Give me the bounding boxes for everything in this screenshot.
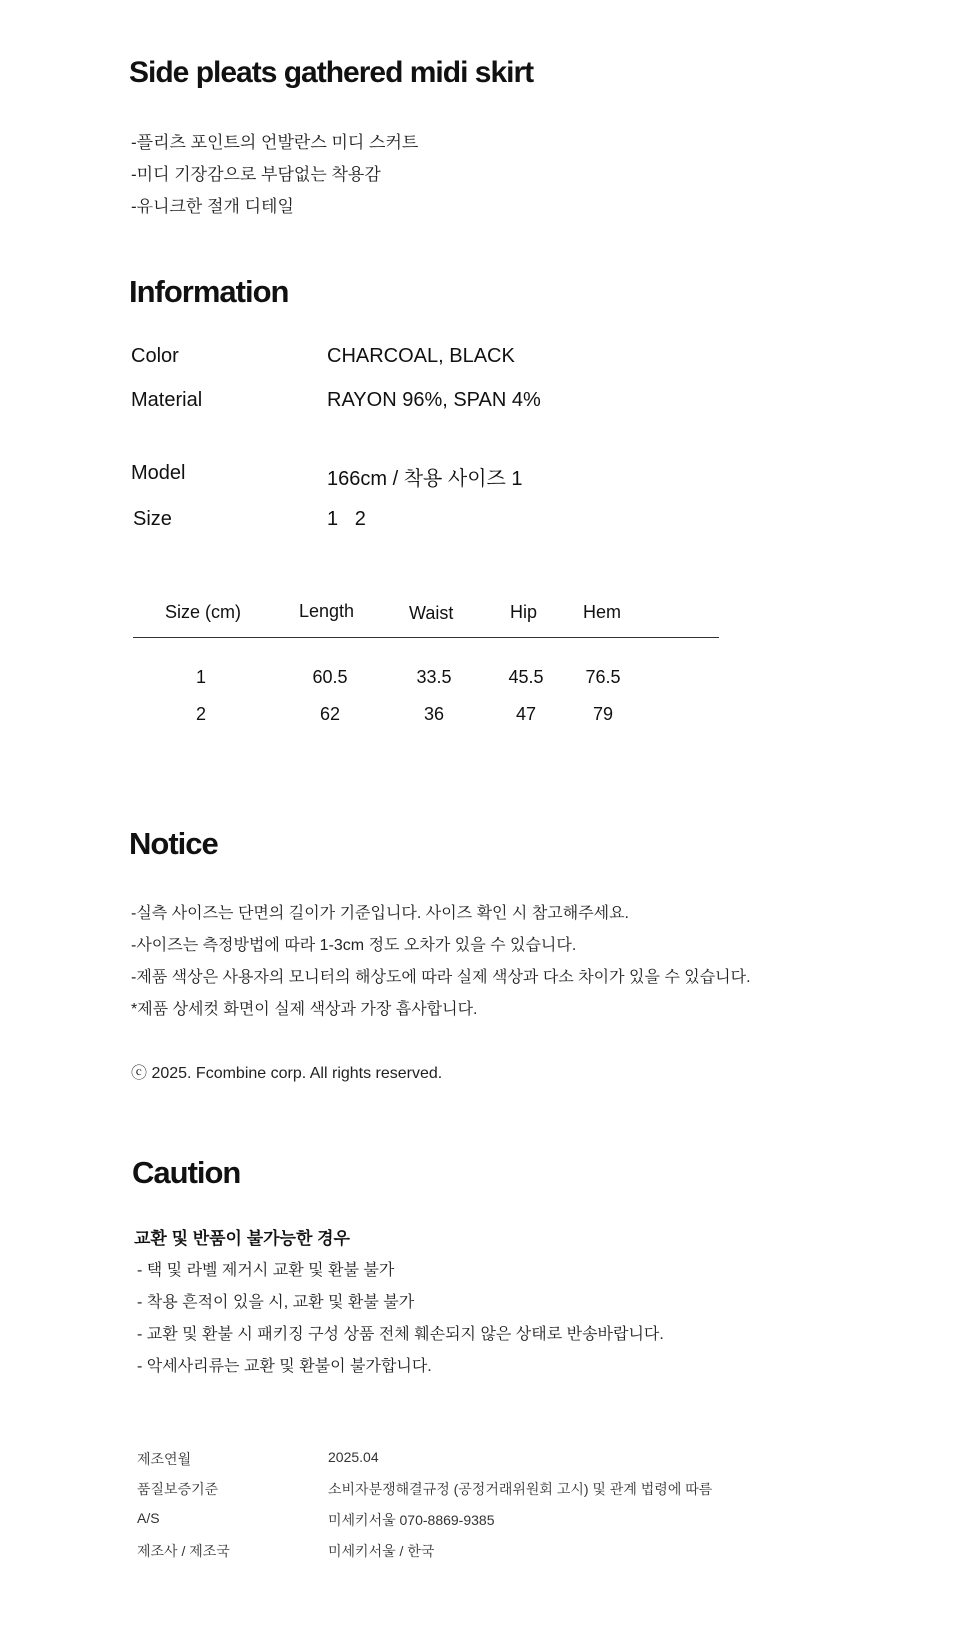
info-value-material: RAYON 96%, SPAN 4%: [327, 389, 541, 411]
caution-line: - 택 및 라벨 제거시 교환 및 환불 불가: [137, 1262, 395, 1279]
table-cell: 1: [195, 667, 206, 687]
size-table-header: Hem: [583, 602, 622, 622]
caution-line: - 악세사리류는 교환 및 환불이 불가합니다.: [137, 1358, 432, 1375]
table-cell: 47: [515, 704, 537, 724]
info-value-model: 166cm / 착용 사이즈 1: [327, 468, 523, 490]
description-line: -유니크한 절개 디테일: [131, 197, 294, 216]
table-cell: 33.5: [416, 667, 452, 687]
info-value-color: CHARCOAL, BLACK: [327, 345, 515, 367]
copyright-text: ⓒ 2025. Fcombine corp. All rights reserved.: [131, 1065, 443, 1082]
product-title: Side pleats gathered midi skirt: [129, 56, 534, 89]
table-cell: 60.5: [312, 667, 348, 687]
meta-label: 제조사 / 제조국: [137, 1543, 230, 1559]
info-label-size: Size: [133, 508, 172, 530]
info-label-material: Material: [131, 389, 203, 411]
table-cell: 36: [423, 704, 445, 724]
table-cell: 45.5: [508, 667, 544, 687]
meta-label: 품질보증기준: [137, 1481, 219, 1497]
caution-line: - 교환 및 환불 시 패키징 구성 상품 전체 훼손되지 않은 상태로 반송바랍니다.: [137, 1326, 664, 1343]
table-cell: 79: [592, 704, 614, 724]
table-cell: 2: [195, 704, 206, 724]
description-line: -플리츠 포인트의 언발란스 미디 스커트: [131, 133, 419, 152]
meta-value: 2025.04: [328, 1449, 379, 1465]
table-cell: 76.5: [585, 667, 621, 687]
meta-label: A/S: [137, 1510, 160, 1526]
caution-heading: Caution: [132, 1155, 241, 1190]
size-table-header: Length: [299, 601, 355, 621]
size-table-divider: [133, 637, 719, 638]
caution-line: - 착용 흔적이 있을 시, 교환 및 환불 불가: [137, 1294, 415, 1311]
info-label-model: Model: [131, 462, 186, 484]
meta-label: 제조연월: [137, 1451, 192, 1467]
meta-value: 미세키서울 070-8869-9385: [328, 1512, 495, 1528]
notice-line: -실측 사이즈는 단면의 길이가 기준입니다. 사이즈 확인 시 참고해주세요.: [131, 905, 630, 922]
notice-heading: Notice: [129, 826, 218, 861]
size-table-header: Hip: [510, 602, 538, 622]
table-cell: 62: [319, 704, 341, 724]
info-value-size: 1 2: [327, 508, 366, 530]
meta-value: 소비자분쟁해결규정 (공정거래위원회 고시) 및 관계 법령에 따름: [328, 1481, 713, 1497]
caution-subheading: 교환 및 반품이 불가능한 경우: [134, 1229, 350, 1248]
description-line: -미디 기장감으로 부담없는 착용감: [131, 165, 381, 184]
meta-value: 미세키서울 / 한국: [328, 1543, 435, 1559]
information-heading: Information: [129, 274, 289, 309]
size-table-header: Size (cm): [165, 602, 241, 622]
notice-line: *제품 상세컷 화면이 실제 색상과 가장 흡사합니다.: [131, 1001, 478, 1018]
notice-line: -제품 색상은 사용자의 모니터의 해상도에 따라 실제 색상과 다소 차이가 있을 수 있습니다.: [131, 969, 751, 986]
notice-line: -사이즈는 측정방법에 따라 1-3cm 정도 오차가 있을 수 있습니다.: [131, 937, 577, 954]
size-table-header: Waist: [409, 603, 454, 623]
info-label-color: Color: [131, 345, 179, 367]
